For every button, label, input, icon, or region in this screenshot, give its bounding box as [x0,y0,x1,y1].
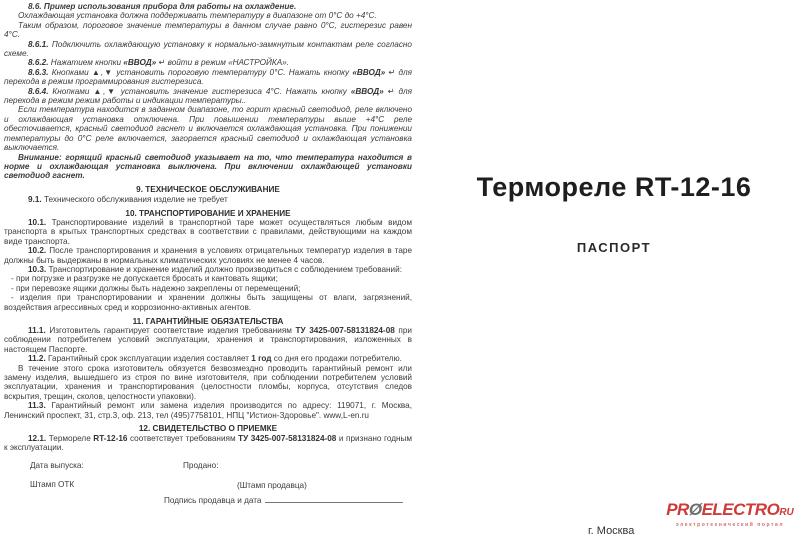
clause-number: 12.1. [28,433,47,443]
clause-text: Кнопками ▲,▼ установить пороговую температуру 0°С. Нажать кнопку [48,67,353,77]
logo-text-pr: PR [666,500,689,519]
clause-number: 8.6.3. [28,67,49,77]
tu-number: ТУ 3425-007-58131824-08 [238,433,337,443]
paragraph [4,354,412,363]
paragraph: Таким образом, пороговое значение температуры в данном случае равно 0°С, гистерезис равен 4°С. [4,20,412,40]
section-12-heading: 12. СВИДЕТЕЛЬСТВО О ПРИЕМКЕ [138,424,278,434]
paragraph [4,68,412,87]
clause-number: 11.1. [28,325,46,335]
warranty-term: 1 год [251,354,272,364]
clause-text: Нажатием кнопки [48,58,124,68]
paragraph [4,401,412,420]
seller-signature-label: Подпись продавца и дата [164,496,262,505]
clause-text: Гарантийный срок эксплуатации изделия составляет [45,354,252,364]
paragraph [4,40,412,59]
section-9-heading: 9. ТЕХНИЧЕСКОЕ ОБСЛУЖИВАНИЕ [136,185,280,195]
clause-number: 10.1. [28,217,47,227]
passport-label: ПАСПОРТ [576,240,652,255]
paragraph: Если температура находится в заданном диапазоне, то горит красный светодиод, реле включено и охлаждающая установка отключена. При повышении температуры выше +4°С реле обесточивается, красный светодиод гаснет и включается охлаждающая установка. При понижении температуры до 0°С реле включается, загорается красный светодиод и охлаждающая установка выключается. [4,105,412,153]
seller-stamp-label: (Штамп продавца) [237,481,307,490]
clause-number: 10.3. [28,264,47,274]
proelectro-logo [664,501,796,528]
paragraph [4,58,412,67]
clause-text: Термореле [46,433,94,443]
paragraph [4,246,412,265]
city-label: г. Москва [588,525,635,537]
paragraph [4,195,412,204]
clause-text: Изготовитель гарантирует соответствие изделия требованиям [45,325,296,335]
list-item: - изделия при транспортировании и хранении должны быть защищены от влаги, загрязнений, воздействия агрессивных сред и коррозионно-активных агентов. [4,293,412,312]
clause-text: со дня его продажи потребителю. [271,354,402,364]
warning-paragraph: Внимание: горящий красный светодиод указывает на то, что температура находится в норме и охлаждающая установка выключена. При включении охлаждающей установки светодиод гаснет. [4,152,412,181]
clause-number: 11.3. [28,401,46,411]
paragraph [4,218,412,246]
logo-text-ru: RU [779,507,794,518]
clause-text: соответствует требованиям [127,433,239,443]
tu-number: ТУ 3425-007-58131824-08 [295,325,395,335]
vvod-key-label: «ВВОД» [352,67,386,77]
clause-text: Подключить охлаждающую установку к нормально-замкнутым контактам реле согласно схеме. [4,39,412,59]
clause-number: 10.2. [28,246,47,256]
logo-text-electro: ELECTRO [701,500,780,519]
clause-text: и признано годным к эксплуатации. [4,433,413,453]
clause-number: 11.2. [28,354,46,364]
clause-text: Транспортирование изделий в транспортной таре может осуществляться любым видом транспорта в крытых транспортных средствах в соответствии с правилами, действующими на каждом виде транспорта. [4,217,412,246]
vvod-key-label: «ВВОД» [350,86,384,96]
product-model: RT-12-16 [93,433,128,443]
section-11-heading: 11. ГАРАНТИЙНЫЕ ОБЯЗАТЕЛЬСТВА [132,316,284,326]
paragraph: В течение этого срока изготовитель обязуется безвозмездно проводить гарантийный ремонт или замену изделия, вышедшего из строя по вине изготовителя, при соблюдении потребителем условий эксплуатации, хранения и транспортирования (целостности пломбы, корпуса, отсутствия следов вскрытия, трещин, сколов, целостности упаковки). [4,363,412,401]
clause-text: ↵ для перехода в режим программирования гистерезиса. [4,67,412,87]
section-10-heading: 10. ТРАНСПОРТИРОВАНИЕ И ХРАНЕНИЕ [125,208,291,218]
logo-tagline: электротехнический портал [675,522,785,528]
proelectro-wordmark [664,501,796,521]
clause-text: Кнопками ▲,▼ установить значение гистерезиса 4°С. Нажать кнопку [48,86,351,96]
paragraph: Охлаждающая установка должна поддерживать температуру в диапазоне от 0°С до +4°С. [18,11,377,21]
paragraph [4,87,412,106]
clause-number: 8.6.2. [28,58,49,68]
clause-text: Транспортирование и хранение изделий должно производиться с соблюдением требований: [46,264,402,274]
list-item: - при погрузке и разгрузке не допускается бросать и кантовать ящики; [11,274,278,284]
vvod-key-label: «ВВОД» [123,58,157,68]
seller-signature-row [164,494,403,505]
paragraph [4,326,412,354]
clause-text: ↵ для перехода в режим режим работы и индикации температуры.. [4,86,412,106]
signature-line [265,494,403,503]
clause-number: 9.1. [28,194,42,204]
paragraph [4,265,412,274]
date-of-issue-label: Дата выпуска: [30,461,84,470]
page-title: Термореле RT-12-16 [476,172,752,202]
clause-text: Гарантийный ремонт или замена изделия производится по адресу: 119071, г. Москва, Ленинский проспект, 31, стр.3, оф. 213, тел (495)7758101, НПЦ "Истион-Здоровье". www,L-en.ru [4,401,412,420]
slashed-o-icon: Ø [688,500,702,519]
sold-label: Продано: [183,461,219,470]
clause-text: После транспортирования и хранения в условиях отрицательных температур изделия в таре должны быть выдержаны в нормальных климатических условиях не менее 4 часов. [4,246,412,265]
clause-text: Технического обслуживания изделие не требует [41,194,228,204]
clause-text: ↵ войти в режим «НАСТРОЙКА». [156,58,289,68]
list-item: - при перевозке ящики должны быть надежно закреплены от перемещений; [11,283,301,293]
clause-number: 8.6.1. [28,39,49,49]
paragraph [4,434,412,453]
section-8-6-heading: 8.6. Пример использования прибора для работы на охлаждение. [28,2,297,11]
clause-text: при соблюдении потребителем условий эксплуатации, хранения и транспортирования, изложенных в настоящем Паспорте. [4,325,412,354]
otk-stamp-label: Штамп ОТК [30,480,75,489]
clause-number: 8.6.4. [28,86,49,96]
